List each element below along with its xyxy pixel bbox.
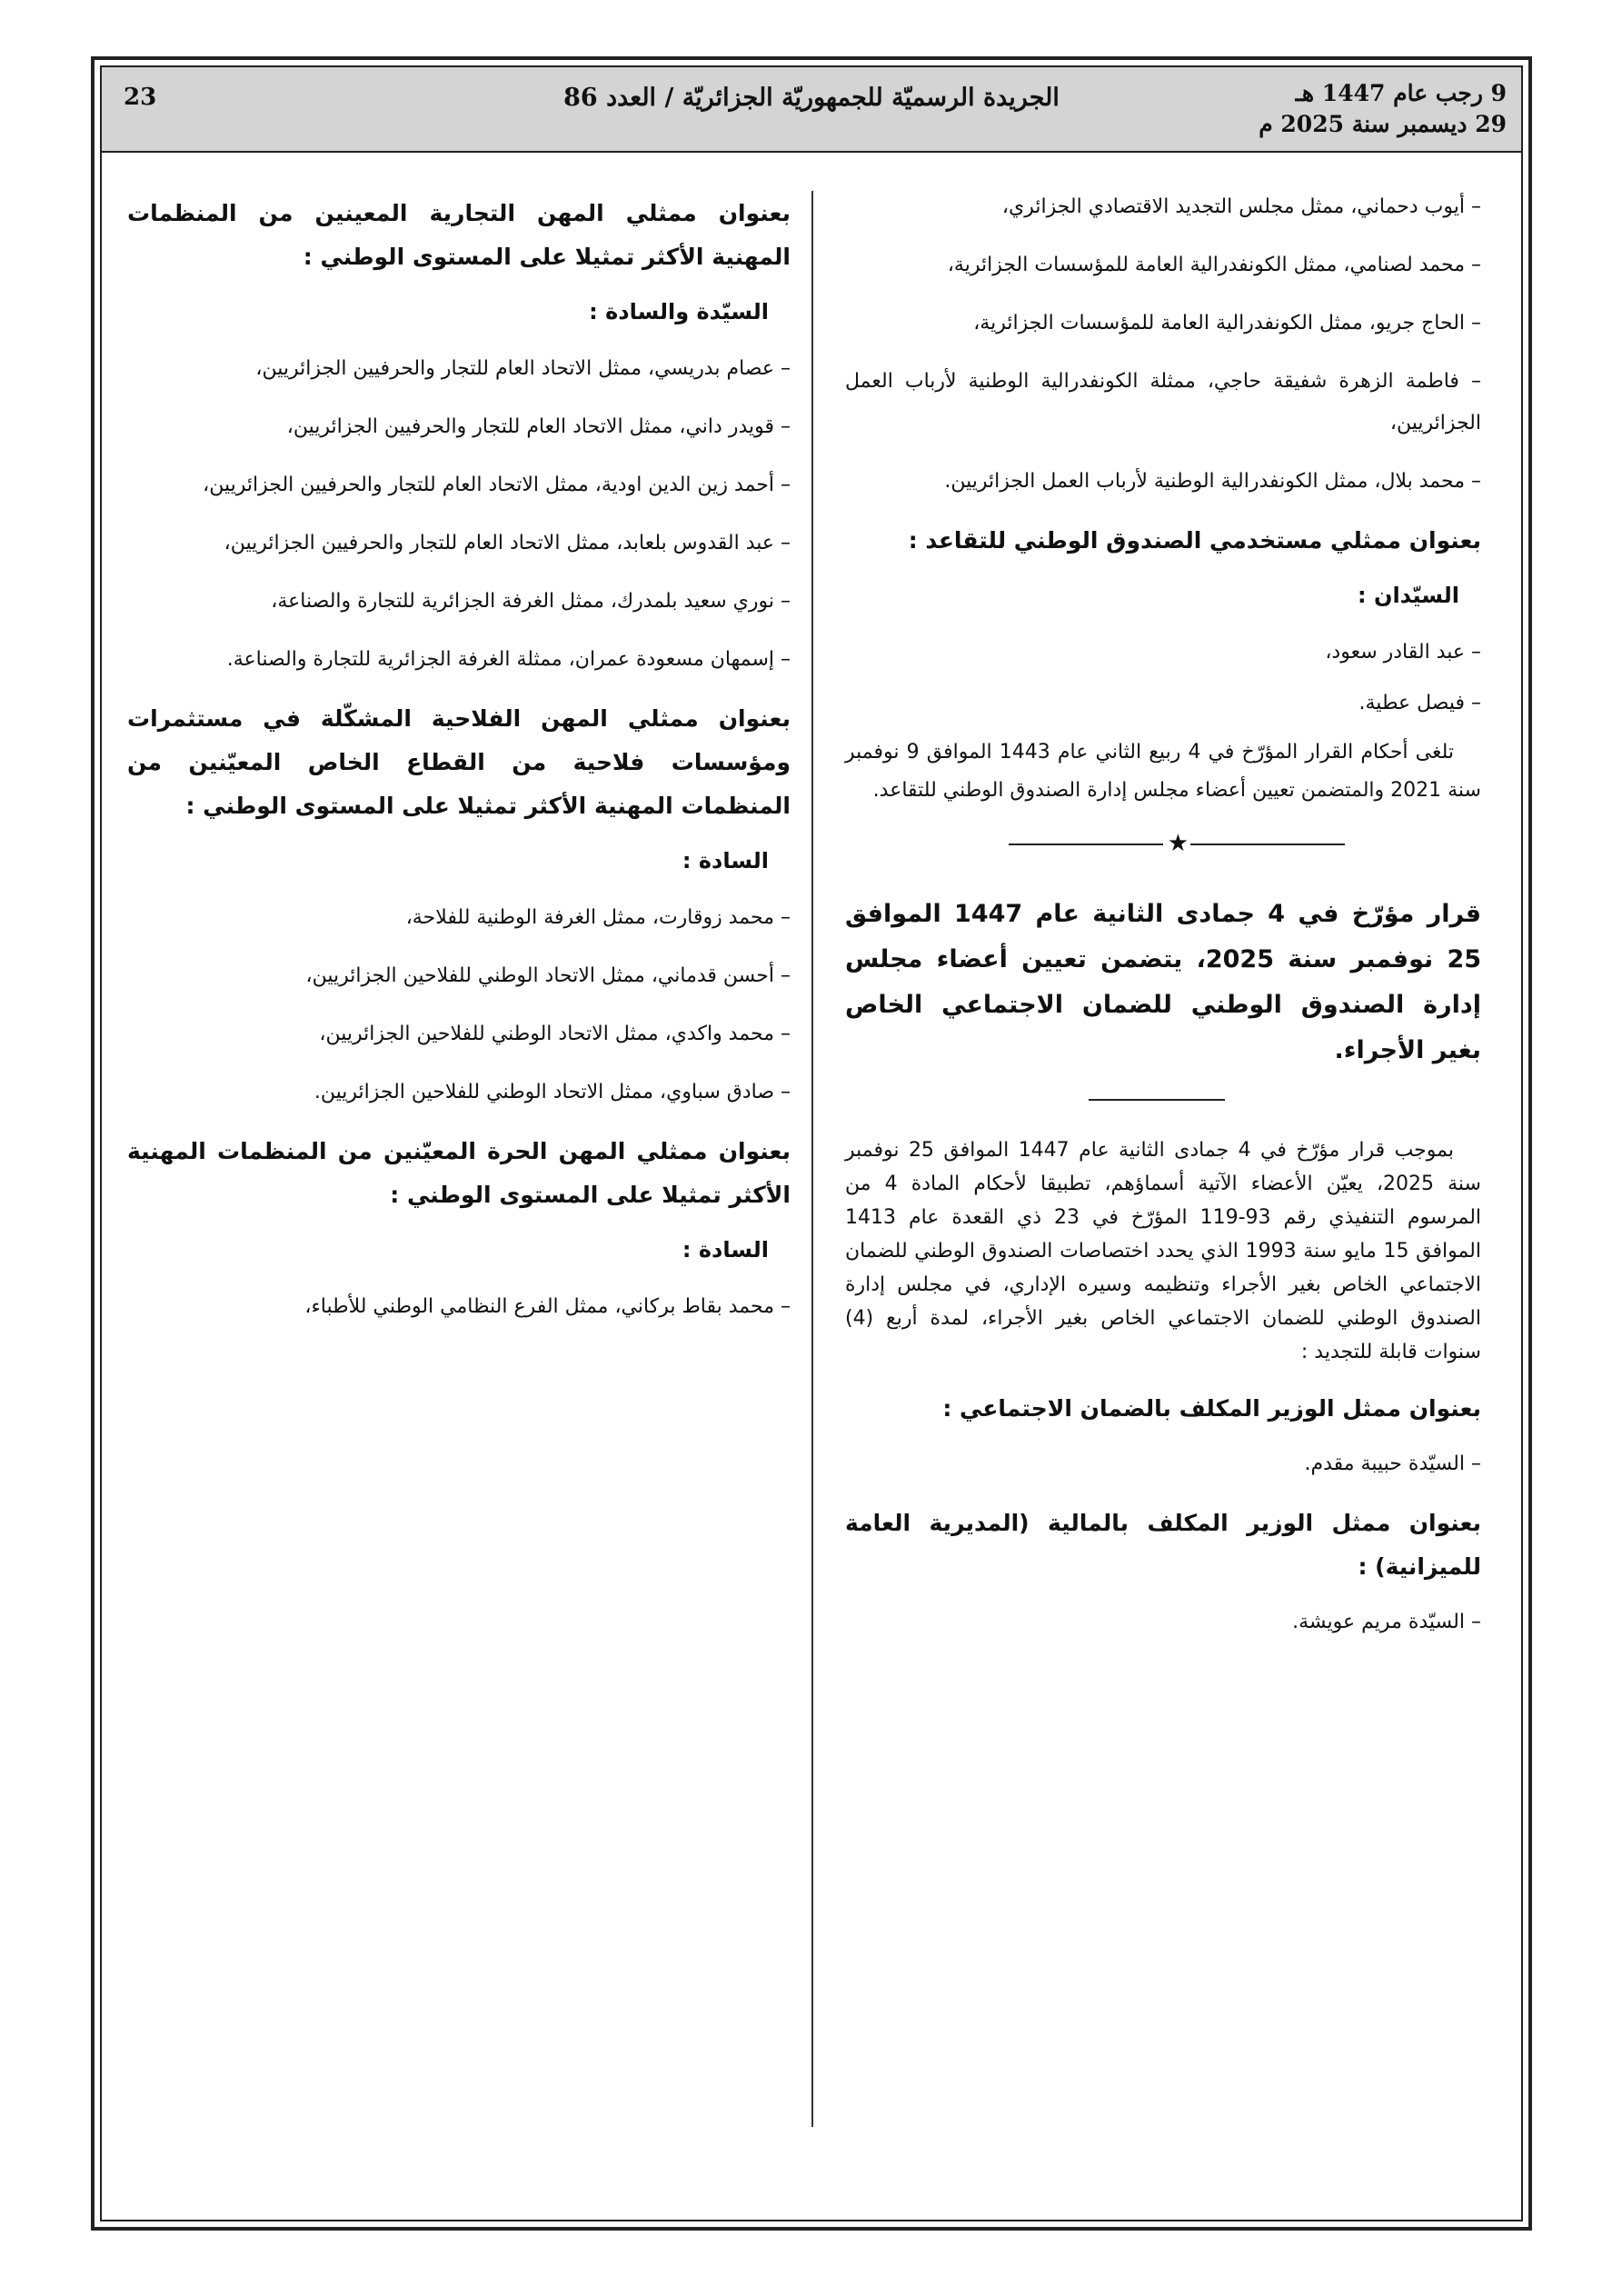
- page-header: [102, 67, 1521, 153]
- section-heading-finance-minister: بعنوان ممثل الوزير المكلف بالمالية (المديرية العامة للميزانية) :: [845, 1510, 1481, 1580]
- list-item: – أحسن قدماني، ممثل الاتحاد الوطني للفلاحين الجزائريين،: [305, 964, 791, 987]
- repeal-paragraph: تلغى أحكام القرار المؤرّخ في 4 ربيع الثاني عام 1443 الموافق 9 نوفمبر سنة 2021 والمتضمن تعيين أعضاء مجلس إدارة الصندوق الوطني للتقاعد.: [845, 741, 1481, 802]
- list-item: – نوري سعيد بلمدرك، ممثل الغرفة الجزائرية للتجارة والصناعة،: [271, 590, 791, 613]
- header-date-hijri: 9 رجب عام 1447 هـ: [1295, 80, 1507, 106]
- section-heading-retirement: بعنوان ممثلي مستخدمي الصندوق الوطني للتقاعد :: [908, 527, 1481, 554]
- decree-title: قرار مؤرّخ في 4 جمادى الثانية عام 1447 الموافق 25 نوفمبر سنة 2025، يتضمن تعيين أعضاء مجلس إدارة الصندوق الوطني للضمان الاجتماعي الخاص بغير الأجراء.: [845, 900, 1482, 1064]
- section-salutation: السيّدة والسادة :: [589, 299, 769, 324]
- title-underline: [1089, 1099, 1225, 1101]
- section-salutation: السادة :: [682, 1237, 769, 1263]
- right-column: [845, 186, 1481, 1660]
- separator-line: [1009, 844, 1163, 845]
- list-item: – محمد لصنامي، ممثل الكونفدرالية العامة للمؤسسات الجزائرية،: [947, 254, 1481, 276]
- list-item: – عبد القدوس بلعابد، ممثل الاتحاد العام للتجار والحرفيين الجزائريين،: [224, 532, 791, 554]
- star-icon: ★: [1167, 830, 1189, 857]
- column-divider: [811, 191, 813, 2127]
- section-heading-commerce: بعنوان ممثلي المهن التجارية المعينين من المنظمات المهنية الأكثر تمثيلا على المستوى الوطني :: [127, 200, 791, 270]
- list-item: – محمد زوقارت، ممثل الغرفة الوطنية للفلاحة،: [405, 906, 791, 929]
- separator-line: [1190, 844, 1345, 845]
- list-item: – أيوب دحماني، ممثل مجلس التجديد الاقتصادي الجزائري،: [1001, 195, 1481, 218]
- list-item: – أحمد زين الدين اودية، ممثل الاتحاد العام للتجار والحرفيين الجزائريين،: [203, 474, 791, 496]
- section-salutation: السيّدان :: [1358, 583, 1459, 608]
- list-item: – إسمهان مسعودة عمران، ممثلة الغرفة الجزائرية للتجارة والصناعة.: [226, 648, 791, 671]
- list-item: – عبد القادر سعود،: [1325, 641, 1481, 664]
- list-item: – صادق سباوي، ممثل الاتحاد الوطني للفلاحين الجزائريين.: [313, 1081, 791, 1103]
- list-item: – السيّدة حبيبة مقدم.: [1304, 1452, 1481, 1475]
- star-separator: [845, 828, 1481, 861]
- list-item: – عصام بدريسي، ممثل الاتحاد العام للتجار والحرفيين الجزائريين،: [255, 357, 791, 380]
- section-salutation: السادة :: [682, 848, 769, 873]
- decree-body: بموجب قرار مؤرّخ في 4 جمادى الثانية عام 1447 الموافق 25 نوفمبر سنة 2025، يعيّن الأعضاء الآتية أسماؤهم، تطبيقا لأحكام المادة 4 من المرسوم التنفيذي رقم 93-119 المؤرّخ في 23 ذي القعدة عام 1413 الموافق 15 مايو سنة 1993 الذي يحدد اختصاصات الصندوق الوطني للضمان الاجتماعي الخاص بغير الأجراء وتنظيمه وسيره الإداري، في مجلس إدارة الصندوق الوطني للضمان الاجتماعي الخاص بغير الأجراء، لمدة أربع (4) سنوات قابلة للتجديد :: [845, 1139, 1482, 1363]
- list-item: – محمد بلال، ممثل الكونفدرالية الوطنية لأرباب العمل الجزائريين.: [944, 470, 1481, 493]
- list-item: – السيّدة مريم عويشة.: [1292, 1611, 1481, 1633]
- list-item: – قويدر داني، ممثل الاتحاد العام للتجار والحرفيين الجزائريين،: [286, 415, 791, 438]
- header-date-gregorian: 29 ديسمبر سنة 2025 م: [1259, 111, 1507, 137]
- list-item: – محمد واكدي، ممثل الاتحاد الوطني للفلاحين الجزائريين،: [319, 1023, 791, 1045]
- left-column: [127, 186, 791, 1344]
- list-item: – فاطمة الزهرة شفيقة حاجي، ممثلة الكونفدرالية الوطنية لأرباب العمل الجزائريين،: [845, 370, 1481, 434]
- list-item: – الحاج جريو، ممثل الكونفدرالية العامة للمؤسسات الجزائرية،: [973, 312, 1481, 334]
- list-item: – فيصل عطية.: [1358, 692, 1481, 714]
- section-heading-agriculture: بعنوان ممثلي المهن الفلاحية المشكّلة في مستثمرات ومؤسسات فلاحية من القطاع الخاص المعيّنين من المنظمات المهنية الأكثر تمثيلا على المستوى الوطني :: [127, 705, 791, 819]
- header-title: الجريدة الرسميّة للجمهوريّة الجزائريّة / العدد 86: [563, 84, 1060, 112]
- section-heading-liberal: بعنوان ممثلي المهن الحرة المعيّنين من المنظمات المهنية الأكثر تمثيلا على المستوى الوطني :: [127, 1138, 791, 1208]
- section-heading-social-minister: بعنوان ممثل الوزير المكلف بالضمان الاجتماعي :: [942, 1395, 1481, 1422]
- page-number: 23: [124, 84, 157, 111]
- list-item: – محمد بقاط بركاني، ممثل الفرع النظامي الوطني للأطباء،: [304, 1295, 791, 1318]
